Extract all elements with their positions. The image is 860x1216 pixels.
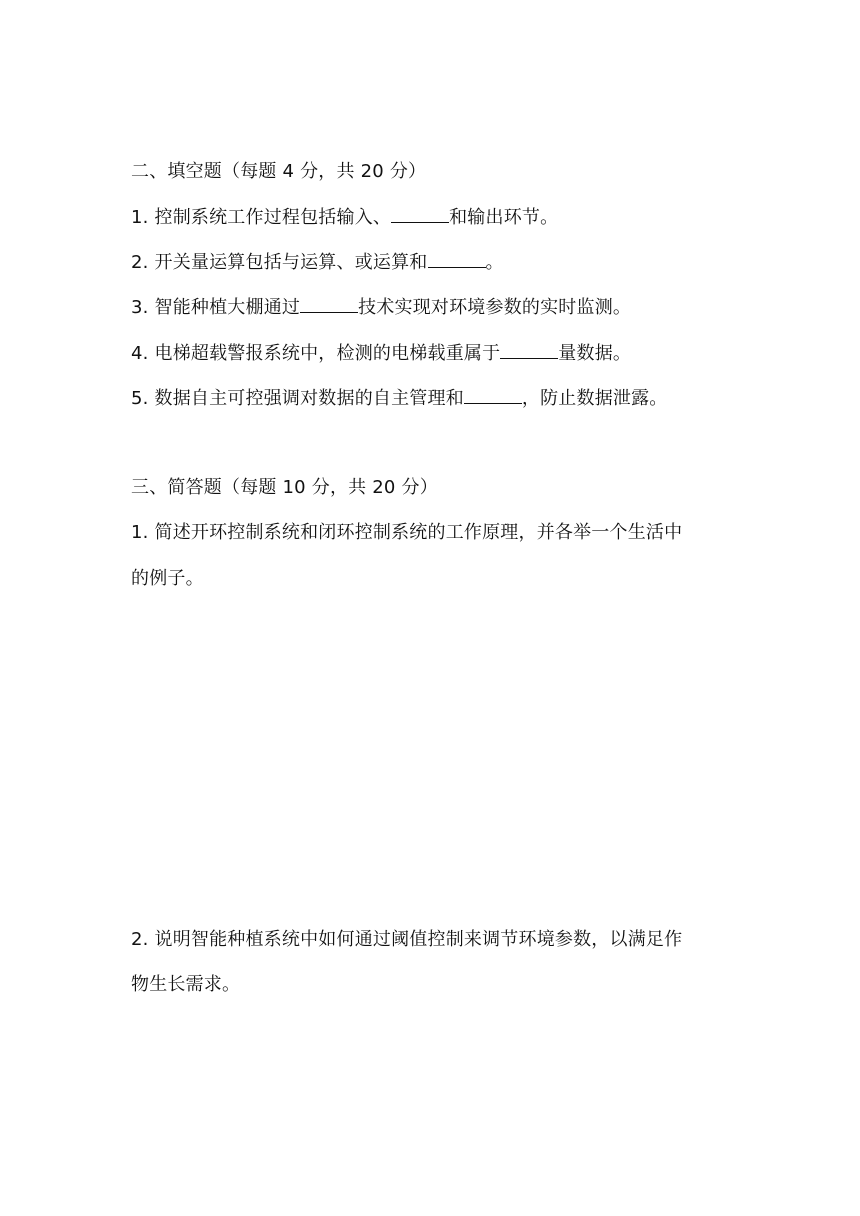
question-text: 和输出环节。: [449, 207, 559, 228]
answer-blank: [300, 296, 358, 313]
question-text: 技术实现对环境参数的实时监测。: [358, 297, 632, 318]
answer-blank: [428, 251, 486, 268]
section2-title: 二、填空题（每题 4 分，共 20 分）: [131, 161, 427, 182]
question-text: 4. 电梯超载警报系统中，检测的电梯载重属于: [131, 343, 501, 364]
question-text: 2. 开关量运算包括与运算、或运算和: [131, 252, 428, 273]
question-text: 。: [485, 252, 504, 273]
fill-blank-question-5: [131, 387, 668, 410]
fill-blank-question-4: [131, 342, 631, 365]
fill-blank-question-1: [131, 206, 558, 229]
fill-blank-question-3: [131, 296, 631, 319]
answer-blank: [500, 342, 558, 359]
question-text: ，防止数据泄露。: [521, 388, 668, 409]
question-text: 5. 数据自主可控强调对数据的自主管理和: [131, 388, 464, 409]
answer-blank: [391, 206, 449, 223]
question-text: 3. 智能种植大棚通过: [131, 297, 301, 318]
short-answer-question-2-line-2: 物生长需求。: [131, 974, 241, 995]
question-text: 1. 控制系统工作过程包括输入、: [131, 207, 392, 228]
fill-blank-question-2: [131, 251, 504, 274]
section3-title: 三、简答题（每题 10 分，共 20 分）: [131, 477, 438, 498]
short-answer-question-1-line-1: 1. 简述开环控制系统和闭环控制系统的工作原理，并各举一个生活中: [131, 522, 683, 543]
answer-blank: [464, 387, 522, 404]
short-answer-question-1-line-2: 的例子。: [131, 568, 204, 589]
short-answer-question-2-line-1: 2. 说明智能种植系统中如何通过阈值控制来调节环境参数，以满足作: [131, 929, 683, 950]
question-text: 量数据。: [558, 343, 632, 364]
